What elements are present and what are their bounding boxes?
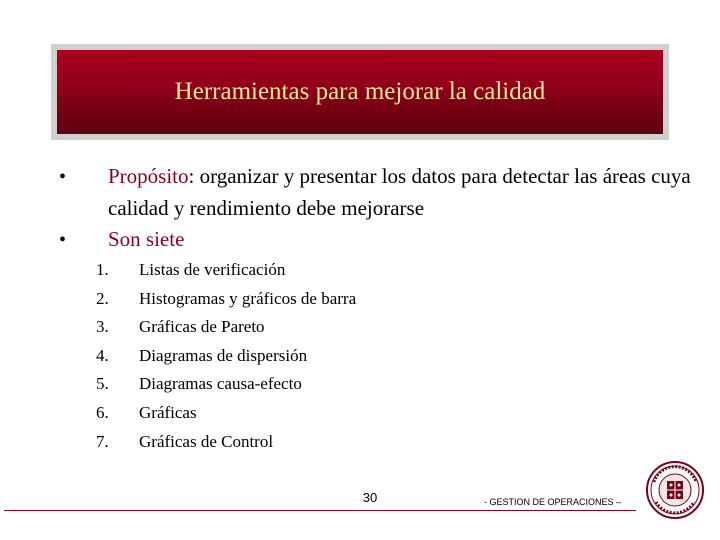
bullet-son-siete [108,223,698,255]
list-label: Diagramas causa-efecto [139,374,302,394]
list-label: Diagramas de dispersión [139,345,308,365]
list-number: 6. [96,402,109,422]
list-number: 2. [96,288,109,308]
list-label: Histogramas y gráficos de barra [139,288,357,308]
bullet-marker: • [59,166,67,188]
university-seal-icon [642,460,708,520]
list-number: 5. [96,374,109,394]
list-label: Gráficas de Control [139,431,274,451]
list-number: 4. [96,345,109,365]
list-label: Gráficas de Pareto [139,317,265,337]
list-number: 3. [96,317,109,337]
list-label: Gráficas [139,402,197,422]
page-number: 30 [362,490,378,505]
slide-title: Herramientas para mejorar la calidad [174,78,546,105]
footer-rule [4,510,636,511]
footer-text: - GESTION DE OPERACIONES – [484,497,622,507]
bullet-keyword: Son siete [108,227,185,251]
bullet-text: : organizar y presentar los datos para detectar las áreas cuya calidad y rendimiento debe mejorarse [108,164,691,220]
bullet-keyword: Propósito [108,164,189,188]
bullet-marker: • [59,229,67,251]
bullet-proposito [108,160,698,224]
title-banner [57,50,663,134]
list-number: 1. [96,260,109,279]
list-number: 7. [96,431,109,451]
list-label: Listas de verificación [139,260,286,279]
